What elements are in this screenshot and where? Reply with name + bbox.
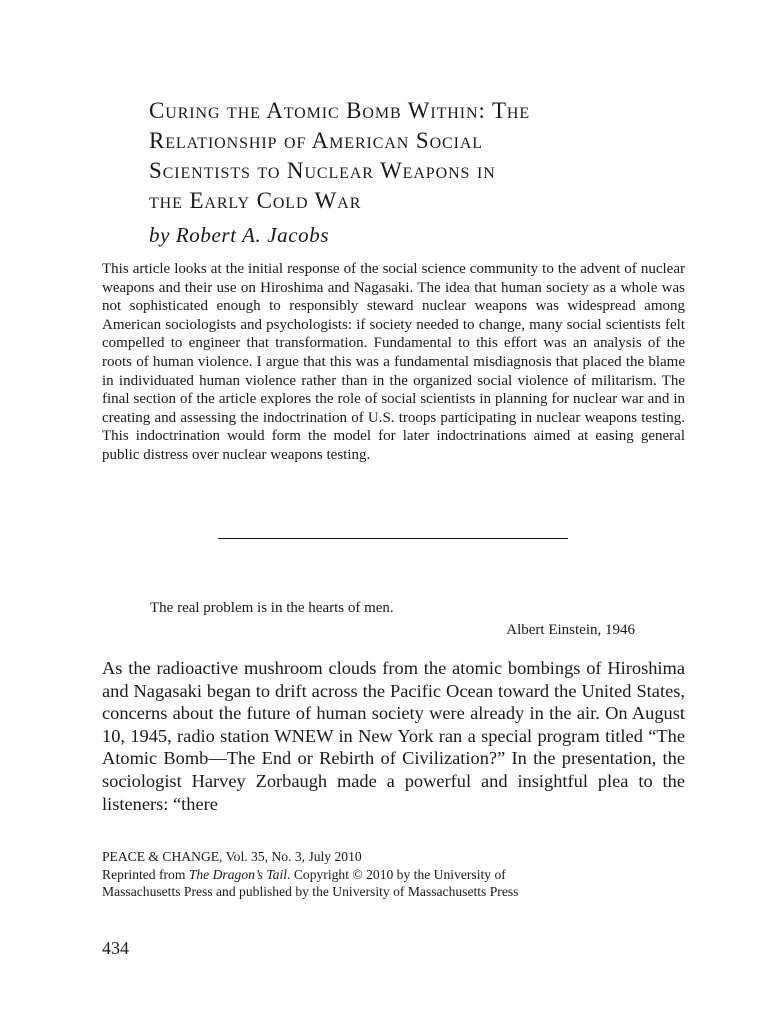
reprint-suffix: . Copyright © 2010 by the University of (287, 866, 506, 882)
reprint-notice (102, 866, 662, 884)
article-byline: by Robert A. Jacobs (149, 223, 330, 247)
article-title-line-4: the Early Cold War (149, 188, 362, 213)
journal-citation: PEACE & CHANGE, Vol. 35, No. 3, July 2010 (102, 849, 362, 864)
reprint-book-title: The Dragon’s Tail (188, 866, 288, 882)
article-title-line-3: Scientists to Nuclear Weapons in (149, 158, 496, 183)
page-number: 434 (102, 938, 129, 958)
article-title-line-2: Relationship of American Social (149, 128, 483, 153)
reprint-prefix: Reprinted from (102, 866, 189, 882)
section-divider (218, 538, 568, 539)
epigraph (150, 598, 635, 640)
epigraph-attribution: Albert Einstein, 1946 (506, 622, 635, 638)
publisher-notice: Massachusetts Press and published by the University of Massachusetts Press (102, 884, 519, 900)
article-title-line-1: Curing the Atomic Bomb Within: The (149, 98, 531, 123)
article-abstract: This article looks at the initial response of the social science community to the advent of nuclear weapons and their use on Hiroshima and Nagasaki. The idea that human society as a whole was not sophisticated enough to responsibly steward nuclear weapons was widespread among American sociologists and psychologists: if society needed to change, many social scientists felt compelled to engineer that transformation. Fundamental to this effort was an analysis of the roots of human violence. I argue that this was a fundamental misdiagnosis that placed the blame in individuated human violence rather than in the organized social violence of militarism. The final section of the article explores the role of social scientists in planning for nuclear war and in creating and assessing the indoctrination of U.S. troops participating in nuclear weapons testing. This indoctrination would form the model for later indoctrinations aimed at easing general public distress over nuclear weapons testing. (102, 261, 685, 463)
body-paragraph: As the radioactive mushroom clouds from the atomic bombings of Hiroshima and Nagasaki began to drift across the Pacific Ocean toward the United States, concerns about the future of human society were already in the air. On August 10, 1945, radio station WNEW in New York ran a special program titled “The Atomic Bomb—The End or Rebirth of Civilization?” In the presentation, the sociologist Harvey Zorbaugh made a powerful and insightful plea to the listeners: “there (102, 658, 685, 814)
article-header (149, 96, 669, 250)
citation-footer (102, 848, 662, 901)
epigraph-quote: The real problem is in the hearts of men. (150, 600, 394, 616)
